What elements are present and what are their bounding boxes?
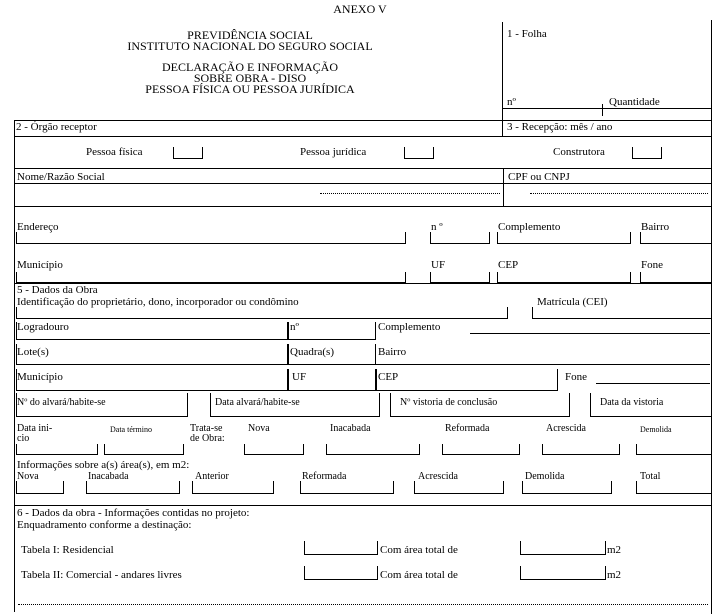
nome-line — [14, 183, 711, 184]
cep-field[interactable] — [497, 272, 631, 283]
obra-bairro-label: Bairro — [378, 346, 407, 358]
orgao-label: 2 - Órgão receptor — [16, 121, 97, 133]
trata-se-label-1: Trata-se — [190, 423, 223, 434]
complemento-label: Complemento — [498, 221, 561, 233]
folha-line — [502, 108, 711, 109]
recepcao-divider — [502, 120, 503, 136]
nome-dotted-line — [320, 193, 500, 194]
alvara-label: Nº do alvará/habite-se — [17, 397, 106, 408]
left-border — [14, 120, 15, 612]
cep-label: CEP — [498, 259, 519, 271]
obra-logradouro-label: Logradouro — [17, 321, 69, 333]
data-termino-label: Data término — [110, 425, 152, 434]
bottom-dotted-line — [18, 604, 708, 605]
cpf-divider — [503, 168, 504, 206]
folha-tick — [602, 104, 603, 116]
obra-fone-line — [596, 383, 710, 384]
data-vistoria-field[interactable] — [590, 393, 712, 417]
proprietario-label: Identificação do proprietário, dono, incorporador ou condômino — [17, 296, 299, 308]
obra-nova-checkbox[interactable] — [244, 444, 304, 455]
obra-logradouro-field[interactable] — [16, 322, 288, 340]
recepcao-label: 3 - Recepção: mês / ano — [507, 121, 613, 133]
tabela-2-code-field[interactable] — [304, 566, 378, 580]
municipio-label: Município — [17, 259, 63, 271]
header-line-4: SOBRE OBRA - DISO — [193, 71, 307, 85]
trata-se-label-2: de Obra: — [190, 433, 225, 444]
matricula-field[interactable] — [532, 307, 712, 319]
data-alvara-label: Data alvará/habite-se — [215, 397, 300, 408]
data-alvara-field[interactable] — [210, 393, 380, 417]
area-total-label: Total — [640, 471, 661, 482]
obra-acrescida-label: Acrescida — [546, 423, 586, 434]
obra-lote-field[interactable] — [16, 344, 288, 365]
alvara-field[interactable] — [16, 393, 188, 417]
section-line-4 — [14, 206, 711, 207]
pessoa-juridica-checkbox[interactable] — [404, 147, 434, 159]
endereco-label: Endereço — [17, 221, 59, 233]
obra-quadra-field[interactable] — [288, 344, 376, 365]
obra-demolida-label: Demolida — [640, 425, 672, 434]
data-inicio-label-2: cio — [17, 433, 30, 444]
bairro-field[interactable] — [640, 232, 712, 244]
area-inacabada-label: Inacabada — [88, 471, 129, 482]
obra-complemento-label: Complemento — [378, 321, 441, 333]
obra-nova-label: Nova — [248, 423, 270, 434]
tabela-2-area-label: Com área total de — [380, 569, 458, 581]
obra-cep-label: CEP — [378, 371, 399, 383]
numero-label: n º — [431, 221, 443, 233]
header-line-3: DECLARAÇÃO E INFORMAÇÃO — [161, 60, 338, 74]
obra-bairro-line — [376, 364, 710, 365]
tabela-2-area-field[interactable] — [520, 566, 606, 580]
complemento-field[interactable] — [497, 232, 631, 244]
header-line-5: PESSOA FÍSICA OU PESSOA JURÍDICA — [145, 82, 355, 96]
area-demolida-field[interactable] — [522, 481, 612, 494]
area-acrescida-label: Acrescida — [418, 471, 458, 482]
enquadramento-label: Enquadramento conforme a destinação: — [17, 519, 192, 531]
header-line-2: INSTITUTO NACIONAL DO SEGURO SOCIAL — [127, 39, 373, 53]
matricula-label: Matrícula (CEI) — [537, 296, 608, 308]
uf-field[interactable] — [430, 272, 490, 283]
bairro-label: Bairro — [641, 221, 670, 233]
municipio-field[interactable] — [16, 272, 406, 283]
obra-reformada-checkbox[interactable] — [442, 444, 520, 455]
area-anterior-label: Anterior — [195, 471, 229, 482]
obra-fone-label: Fone — [565, 371, 587, 383]
data-termino-field[interactable] — [104, 444, 184, 455]
area-total-field[interactable] — [636, 481, 712, 494]
section-line-2 — [14, 136, 711, 137]
vistoria-field[interactable] — [390, 393, 570, 417]
construtora-checkbox[interactable] — [632, 147, 662, 159]
obra-reformada-label: Reformada — [445, 423, 490, 434]
area-reformada-field[interactable] — [300, 481, 394, 494]
obra-acrescida-checkbox[interactable] — [542, 444, 620, 455]
cpf-label: CPF ou CNPJ — [508, 171, 570, 183]
section-line-6 — [14, 505, 711, 506]
tabela-1-code-field[interactable] — [304, 541, 378, 555]
tabela-1-area-field[interactable] — [520, 541, 606, 555]
obra-uf-field[interactable] — [288, 369, 376, 391]
obra-uf-label: UF — [292, 371, 307, 383]
area-acrescida-field[interactable] — [414, 481, 504, 494]
header-line-1: PREVIDÊNCIA SOCIAL — [187, 28, 313, 42]
area-anterior-field[interactable] — [192, 481, 274, 494]
pessoa-fisica-label: Pessoa física — [86, 146, 143, 158]
data-inicio-label-1: Data ini- — [17, 423, 53, 434]
obra-section-title: 5 - Dados da Obra — [17, 284, 98, 296]
construtora-label: Construtora — [553, 146, 605, 158]
cpf-dotted-line — [530, 193, 708, 194]
tabela-1-label: Tabela I: Residencial — [21, 544, 114, 556]
vistoria-label: Nº vistoria de conclusão — [400, 397, 498, 408]
fone-field[interactable] — [640, 272, 712, 283]
pessoa-juridica-label: Pessoa jurídica — [300, 146, 367, 158]
area-inacabada-field[interactable] — [86, 481, 180, 494]
data-inicio-field[interactable] — [16, 444, 98, 455]
nome-label: Nome/Razão Social — [17, 171, 105, 183]
projeto-section-title: 6 - Dados da obra - Informações contidas no projeto: — [17, 507, 250, 519]
obra-inacabada-label: Inacabada — [330, 423, 371, 434]
areas-title: Informações sobre a(s) área(s), em m2: — [17, 459, 190, 471]
obra-quadra-label: Quadra(s) — [290, 346, 334, 358]
obra-municipio-label: Município — [17, 371, 63, 383]
obra-numero-label: nº — [290, 321, 299, 333]
obra-cep-field[interactable] — [376, 369, 558, 391]
obra-inacabada-checkbox[interactable] — [326, 444, 420, 455]
endereco-field[interactable] — [16, 232, 406, 244]
area-nova-field[interactable] — [16, 481, 64, 494]
obra-complemento-line — [470, 333, 710, 334]
annex-title: ANEXO V — [333, 2, 387, 16]
tabela-1-area-label: Com área total de — [380, 544, 458, 556]
folha-label: 1 - Folha — [507, 28, 547, 40]
obra-numero-field[interactable] — [288, 322, 376, 340]
section-line-5 — [14, 283, 711, 284]
obra-lote-label: Lote(s) — [17, 346, 49, 358]
data-vistoria-label: Data da vistoria — [600, 397, 664, 408]
tabela-2-unit: m2 — [607, 569, 622, 581]
folha-quantidade-label: Quantidade — [609, 96, 660, 108]
area-reformada-label: Reformada — [302, 471, 347, 482]
folha-no-label: nº — [507, 96, 516, 108]
tabela-2-label: Tabela II: Comercial - andares livres — [21, 569, 182, 581]
proprietario-field[interactable] — [16, 307, 508, 319]
area-nova-label: Nova — [17, 471, 39, 482]
obra-demolida-checkbox[interactable] — [636, 444, 712, 455]
area-demolida-label: Demolida — [525, 471, 565, 482]
header-divider — [502, 22, 503, 120]
obra-municipio-field[interactable] — [16, 369, 288, 391]
numero-field[interactable] — [430, 232, 490, 244]
tabela-1-unit: m2 — [607, 544, 622, 556]
pessoa-fisica-checkbox[interactable] — [173, 147, 203, 159]
fone-label: Fone — [641, 259, 663, 271]
section-line-3 — [14, 168, 711, 169]
uf-label: UF — [431, 259, 446, 271]
